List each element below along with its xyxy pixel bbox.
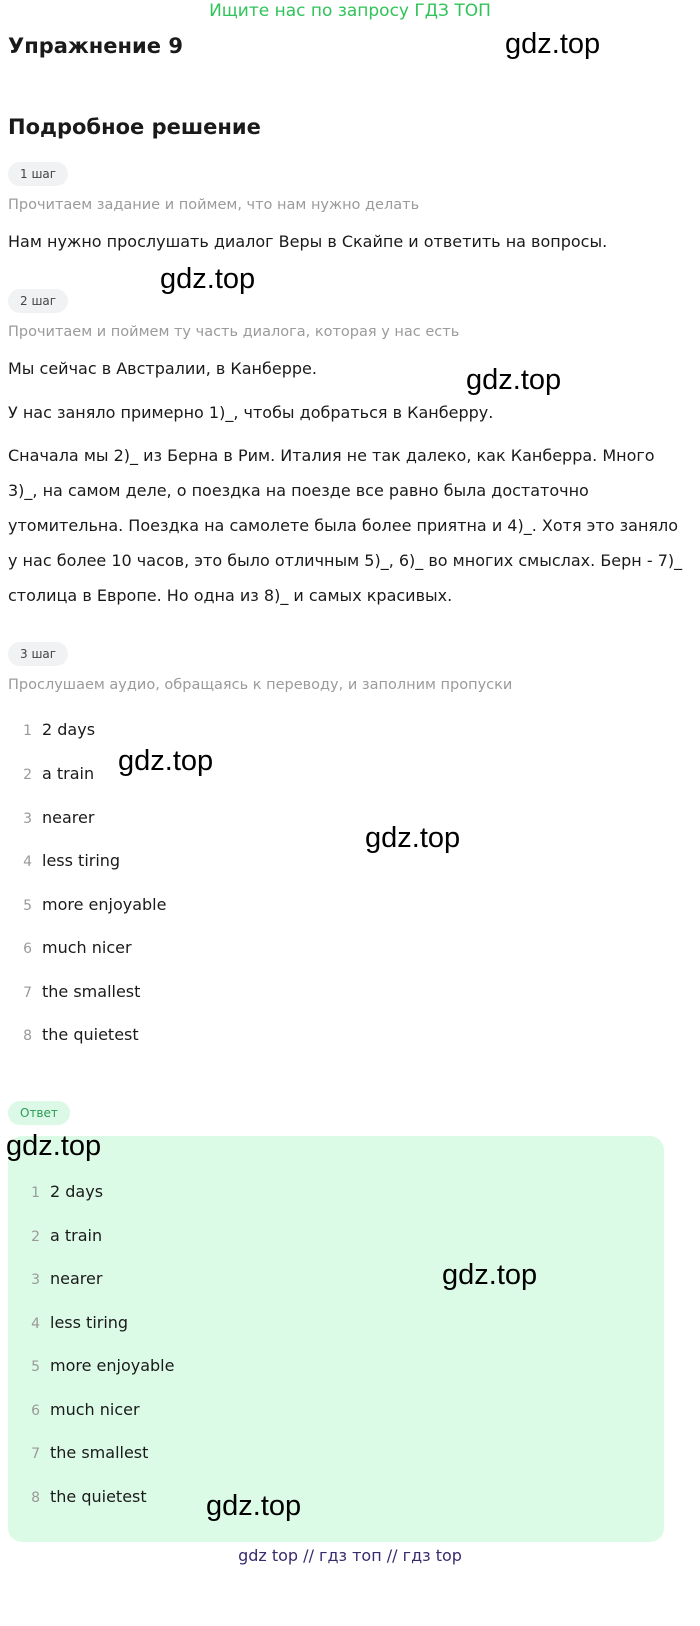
list-item — [8, 1441, 148, 1465]
solution-title: Подробное решение — [8, 115, 261, 139]
list-item — [0, 936, 132, 960]
answer-badge: Ответ — [8, 1101, 70, 1125]
list-item-number: 6 — [23, 941, 32, 957]
answer-box — [8, 1136, 664, 1542]
list-item-number: 2 — [23, 767, 32, 783]
list-item-text: less tiring — [50, 1313, 129, 1332]
list-item — [0, 980, 140, 1004]
list-item-text: the smallest — [50, 1443, 149, 1462]
step-1-badge: 1 шаг — [8, 162, 68, 186]
footer-separator: // — [386, 1546, 398, 1565]
list-item — [8, 1311, 128, 1335]
footer-link-gdz-top-mixed[interactable]: гдз top — [402, 1546, 462, 1565]
list-item — [0, 849, 120, 873]
list-item-number: 3 — [23, 811, 32, 827]
watermark: gdz.top — [466, 364, 562, 396]
list-item — [8, 1224, 102, 1248]
list-item-number: 5 — [23, 898, 32, 914]
step-2-paragraph-1: Мы сейчас в Австралии, в Канберре. — [8, 359, 317, 378]
list-item-text: more enjoyable — [42, 895, 167, 914]
list-item-number: 6 — [31, 1403, 40, 1419]
list-item-number: 1 — [23, 723, 32, 739]
step-2-badge: 2 шаг — [8, 289, 68, 313]
list-item-text: nearer — [42, 808, 95, 827]
list-item-number: 4 — [31, 1316, 40, 1332]
list-item-number: 7 — [31, 1446, 40, 1462]
list-item — [0, 893, 166, 917]
top-banner: Ищите нас по запросу ГДЗ ТОП — [209, 1, 491, 21]
list-item-text: the quietest — [42, 1025, 139, 1044]
exercise-title: Упражнение 9 — [8, 34, 183, 58]
list-item-text: a train — [42, 764, 95, 783]
list-item — [8, 1398, 140, 1422]
list-item — [8, 1180, 103, 1204]
step-1-hint: Прочитаем задание и поймем, что нам нужно делать — [8, 197, 420, 213]
list-item-text: much nicer — [50, 1400, 140, 1419]
step-2-paragraph-2: У нас заняло примерно 1)_, чтобы добраться в Канберру. — [8, 403, 494, 422]
list-item-text: the quietest — [50, 1487, 147, 1506]
list-item — [8, 1354, 174, 1378]
list-item-number: 2 — [31, 1229, 40, 1245]
list-item-text: 2 days — [50, 1182, 104, 1201]
list-item-text: nearer — [50, 1269, 103, 1288]
watermark: gdz.top — [118, 745, 214, 777]
watermark: gdz.top — [442, 1259, 538, 1291]
list-item-text: less tiring — [42, 851, 121, 870]
step-2-hint: Прочитаем и поймем ту часть диалога, которая у нас есть — [8, 324, 460, 340]
list-item-text: much nicer — [42, 938, 132, 957]
list-item-number: 8 — [23, 1028, 32, 1044]
list-item — [8, 1267, 102, 1291]
watermark: gdz.top — [365, 822, 461, 854]
list-item — [0, 762, 94, 786]
list-item-text: the smallest — [42, 982, 141, 1001]
step-3-hint: Прослушаем аудио, обращаясь к переводу, и заполним пропуски — [8, 677, 513, 693]
list-item-number: 4 — [23, 854, 32, 870]
list-item-number: 8 — [31, 1490, 40, 1506]
footer-separator: // — [303, 1546, 314, 1565]
watermark: gdz.top — [206, 1490, 302, 1522]
step-2-paragraph-3: Сначала мы 2)_ из Берна в Рим. Италия не так далеко, как Канберра. Много 3)_, на самом деле, о поездка на поезде все равно была достаточно утомительна. Поездка на самолете была более приятна и 4)_. Хотя это заняло у нас более 10 часов, это было отличным 5)_, 6)_ во многих смыслах. Берн - 7)_ столица в Европе. Но одна из 8)_ и самых красивых. — [8, 446, 683, 605]
watermark: gdz.top — [505, 28, 601, 60]
list-item-text: 2 days — [42, 720, 96, 739]
step-3-badge: 3 шаг — [8, 642, 68, 666]
footer — [0, 1544, 700, 1568]
list-item — [8, 1485, 147, 1509]
list-item — [0, 806, 94, 830]
list-item-text: a train — [50, 1226, 103, 1245]
list-item — [0, 1023, 139, 1047]
list-item-number: 5 — [31, 1359, 40, 1375]
watermark: gdz.top — [6, 1130, 102, 1162]
step-1-text: Нам нужно прослушать диалог Веры в Скайпе и ответить на вопросы. — [8, 232, 608, 251]
footer-link-gdz-top-ru[interactable]: гдз топ — [319, 1546, 382, 1565]
list-item-number: 3 — [31, 1272, 40, 1288]
list-item-text: more enjoyable — [50, 1356, 175, 1375]
list-item — [0, 718, 95, 742]
footer-link-gdz-top[interactable]: gdz top — [238, 1546, 299, 1565]
list-item-number: 1 — [31, 1185, 40, 1201]
watermark: gdz.top — [160, 263, 256, 295]
list-item-number: 7 — [23, 985, 32, 1001]
